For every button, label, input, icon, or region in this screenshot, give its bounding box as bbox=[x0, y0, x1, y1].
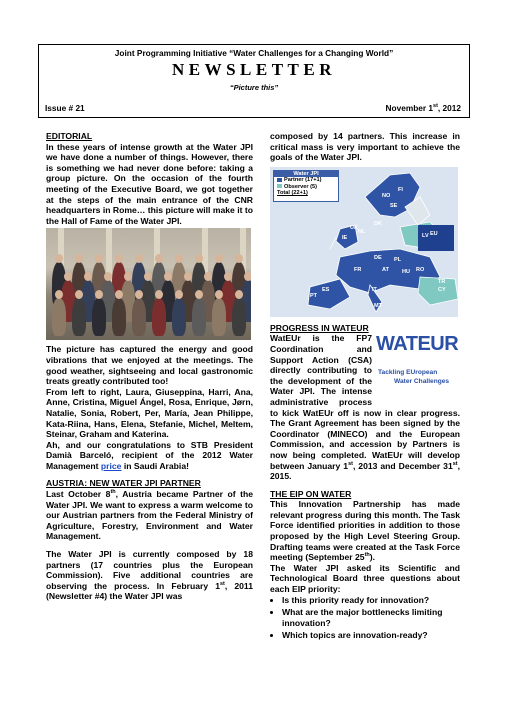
country-label-se: SE bbox=[390, 202, 398, 209]
photo-person bbox=[192, 298, 206, 336]
eip-para-1: This Innovation Partnership has made relevant progress during this month. The Task Force identified priorities in addition to those proposed by the High Level Steering Group. Drafting teams were created at the Task Force meeting (September 25th). bbox=[270, 499, 460, 563]
issue-number: Issue # 21 bbox=[45, 103, 85, 113]
issue-date: November 1st, 2012 bbox=[385, 103, 461, 113]
country-label-de: DE bbox=[374, 254, 382, 261]
country-label-es: ES bbox=[322, 286, 330, 293]
legend-total: Total (22+1) bbox=[277, 190, 308, 196]
editorial-para-1: In these years of intense growth at the Water JPI we have done a number of things. However, there is something we had never done before: taking a group picture. On the occasion of the fourth meeting of the Executive Board, we got together at the steps of the main entrance of the CNR headquarters in Rome… this picture will make it to the Hall of Fame of the Water JPI. bbox=[46, 141, 253, 226]
photo-person bbox=[52, 298, 66, 336]
photo-person bbox=[232, 298, 246, 336]
eip-questions bbox=[270, 595, 460, 641]
wateur-para: WATEUR Tackling EUropean Water Challenges WatEUr is the FP7 Coordination and Support Action (CSA) directly contributing to the development of the Water JPI. The intense administrative process to kick WatEUr off is now in clear progress. The Grant Agreement has been signed by the Coordinator (MINECO) and the European Commission, and accession by Partners is now being completed. WatEUr will develop between January 1st, 2013 and December 31st, 2015. bbox=[270, 333, 460, 482]
country-label-hu: HU bbox=[402, 268, 410, 275]
editorial-para-4: Ah, and our congratulations to STB President Damià Barceló, recipient of the 2012 Water Management price in Saudi Arabia! bbox=[46, 439, 253, 471]
country-label-pl: PL bbox=[394, 256, 402, 263]
austria-para-1: Last October 8th, Austria became Partner of the Water JPI. We want to express a warm welcome to our Austrian partners from the Federal Ministry of Agriculture, Forestry, Environment and Water Management. bbox=[46, 489, 253, 542]
eip-title: THE EIP ON WATER bbox=[270, 488, 352, 499]
eip-question-1: • Is this priority ready for innovation? bbox=[282, 595, 460, 606]
wateur-logo bbox=[376, 335, 460, 395]
photo-person bbox=[92, 298, 106, 336]
wateur-tagline-2: Water Challenges bbox=[394, 378, 450, 386]
legend-observer: Observer (5) bbox=[274, 184, 338, 190]
editorial-title: EDITORIAL bbox=[46, 131, 93, 141]
country-label-cy: CY bbox=[438, 286, 446, 293]
group-photo bbox=[46, 228, 251, 340]
wateur-logo-text: WATEUR bbox=[376, 333, 459, 356]
photo-person bbox=[72, 298, 86, 336]
austria-para-3: composed by 14 partners. This increase in critical mass is very important to achieve the goals of the Water JPI. bbox=[270, 131, 460, 163]
editorial-para-3: From left to right, Laura, Giuseppina, Harri, Ana, Anne, Cristina, Miguel Ángel, Rosa, Enrique, Jørn, Natalie, Sonia, Robert, Per, María, Jean Philippe, Kata-Riina, Hans, Elena, Stefanie, Michel, Meltem, Steinar, Graham and Katerina. bbox=[46, 386, 253, 440]
right-column bbox=[270, 131, 460, 643]
country-label-dk: DK bbox=[374, 220, 382, 227]
legend-partner: Partner (17+1) bbox=[274, 177, 338, 183]
country-label-no: NO bbox=[382, 192, 391, 199]
country-label-it: IT bbox=[372, 286, 377, 293]
country-label-eu: EU bbox=[430, 230, 438, 237]
photo-person bbox=[132, 298, 146, 336]
country-label-tr: TR bbox=[438, 278, 446, 285]
photo-person bbox=[212, 298, 226, 336]
eip-para-2: The Water JPI asked its Scientific and Technological Board three questions about each EIP priority: bbox=[270, 562, 460, 595]
newsletter-title: NEWSLETTER bbox=[171, 60, 337, 79]
editorial-para-2: The picture has captured the energy and good vibrations that we enjoyed at the meetings. The good weather, sightseeing and local gastronomic treats greatly contributed too! bbox=[46, 344, 253, 387]
country-label-pt: PT bbox=[310, 292, 318, 299]
photo-person bbox=[112, 298, 126, 336]
newsletter-subtitle: “Picture this” bbox=[229, 83, 279, 92]
eip-question-3: • Which topics are innovation-ready? bbox=[282, 630, 460, 641]
wateur-title: PROGRESS IN WATEUR bbox=[270, 322, 369, 333]
legend-title: Water JPI bbox=[274, 171, 338, 177]
country-label-at: AT bbox=[382, 266, 389, 273]
country-label-ro: RO bbox=[416, 266, 425, 273]
country-label-fr: FR bbox=[354, 266, 362, 273]
photo-person bbox=[152, 298, 166, 336]
wateur-tagline-1: Tackling EUropean bbox=[378, 369, 438, 377]
country-label-fi: FI bbox=[398, 186, 403, 193]
country-label-lv: LV bbox=[422, 232, 429, 239]
austria-title: AUSTRIA: NEW WATER JPI PARTNER bbox=[46, 478, 201, 489]
map-legend bbox=[273, 170, 339, 202]
country-label-ie: IE bbox=[342, 234, 348, 241]
austria-para-2: The Water JPI is currently composed by 18 partners (17 countries plus the European Commission). Five additional countries are observing the process. In February 1st, 2011 (Newsletter #4) the Water JPI was bbox=[46, 549, 254, 602]
country-label-nl: NL bbox=[358, 228, 366, 235]
initiative-line: Joint Programming Initiative “Water Challenges for a Changing World” bbox=[114, 48, 394, 58]
eip-question-2: • What are the major bottlenecks limiting innovation? bbox=[282, 607, 460, 628]
country-label-uk: UK bbox=[350, 224, 358, 231]
left-column bbox=[46, 131, 253, 602]
price-link[interactable]: price bbox=[100, 460, 122, 471]
photo-person bbox=[172, 298, 186, 336]
country-label-mt: MT bbox=[374, 302, 382, 309]
newsletter-header bbox=[38, 44, 470, 118]
europe-map bbox=[270, 167, 458, 317]
